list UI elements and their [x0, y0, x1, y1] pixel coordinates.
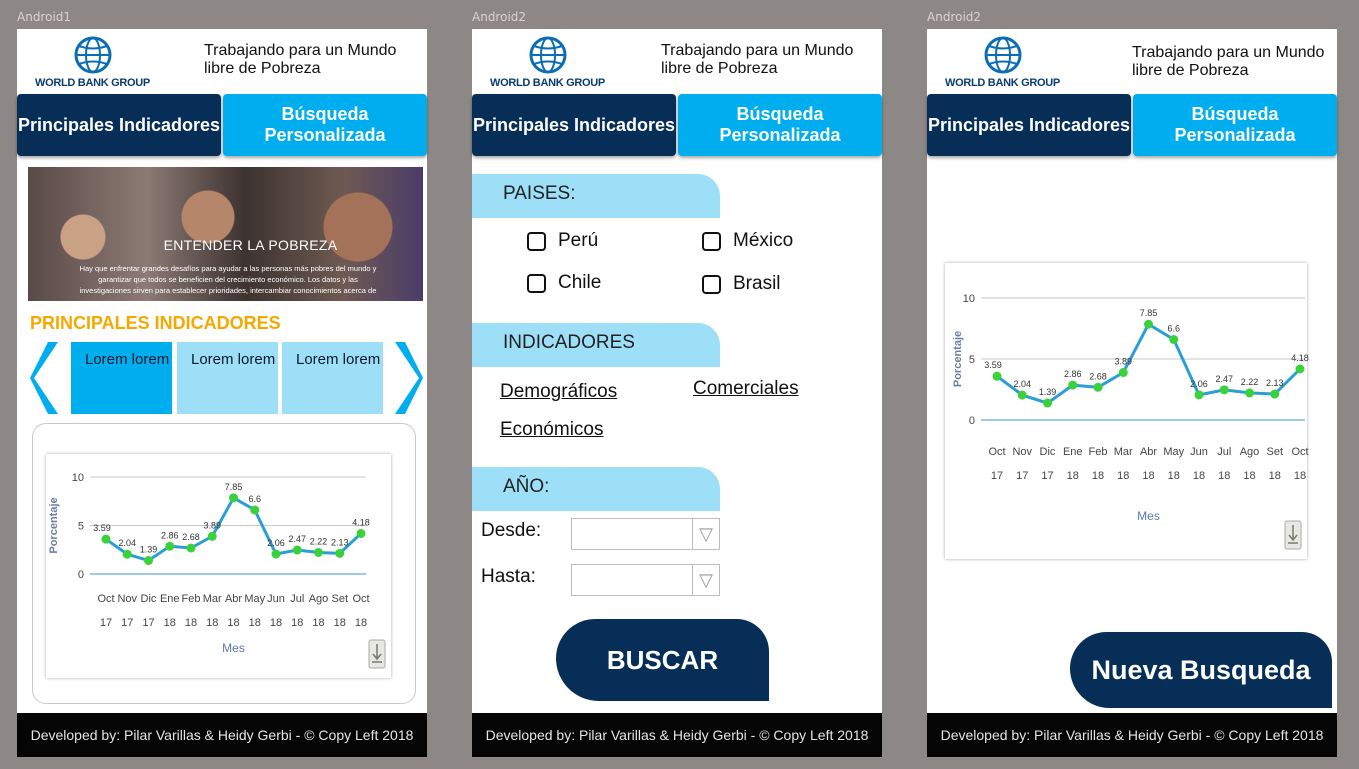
y-tick-label: 5: [968, 354, 975, 366]
data-point: [1270, 390, 1279, 399]
x-tick-label: Jun: [267, 593, 285, 605]
data-label: 2.13: [1265, 378, 1284, 389]
data-point: [293, 546, 302, 555]
x-tick-label: 18: [1218, 470, 1231, 482]
data-point: [165, 542, 174, 551]
checkbox-icon[interactable]: [527, 274, 546, 293]
globe-icon: [983, 35, 1023, 75]
data-label: 2.68: [182, 532, 200, 543]
data-label: 3.59: [984, 360, 1002, 371]
x-tick-label: 18: [269, 617, 283, 629]
buscar-button[interactable]: BUSCAR: [556, 619, 769, 701]
data-point: [1245, 388, 1254, 397]
y-tick-label: 0: [968, 415, 975, 427]
footer: Developed by: Pilar Varillas & Heidy Gerbi - © Copy Left 2018: [17, 713, 427, 757]
chevron-left-icon[interactable]: [30, 342, 60, 414]
chart-container: [32, 423, 416, 704]
x-tick-label: 18: [1117, 470, 1130, 482]
y-tick-label: 5: [77, 520, 84, 533]
data-label: 2.06: [267, 538, 285, 549]
data-point: [208, 532, 217, 541]
data-label: 7.85: [1139, 308, 1158, 319]
x-tick-label: 18: [1243, 470, 1256, 482]
data-label: 2.47: [1215, 373, 1234, 384]
logo-text: WORLD BANK GROUP: [490, 77, 605, 89]
logo-text: WORLD BANK GROUP: [945, 77, 1060, 89]
x-tick-label: Nov: [117, 593, 138, 605]
banner-body: Hay que enfrentar grandes desafíos para ayudar a las personas más pobres del mundo y garantizar que todos se beneficien del crecimiento económico. Los datos y las investigaciones sirven para establecer prioridades, intercambiar conocimientos acerca de: [79, 264, 377, 295]
x-tick-label: 17: [990, 470, 1004, 482]
tab-principales-indicadores[interactable]: Principales Indicadores: [927, 94, 1131, 156]
data-label: 3.89: [203, 520, 222, 531]
tab-busqueda-personalizada[interactable]: Búsqueda Personalizada: [678, 94, 882, 156]
world-bank-logo: [35, 35, 175, 91]
data-point: [1144, 320, 1153, 329]
data-label: 4.18: [352, 517, 370, 528]
paises-label: PAISES:: [472, 174, 720, 218]
x-tick-label: 17: [99, 617, 113, 629]
y-tick-label: 0: [77, 569, 84, 581]
x-tick-label: Jul: [1217, 446, 1232, 458]
x-tick-label: 18: [1091, 470, 1105, 482]
y-axis-label: Porcentaje: [48, 497, 60, 554]
data-point: [123, 550, 132, 559]
data-label: 2.22: [309, 536, 328, 547]
section-title: PRINCIPALES INDICADORES: [30, 313, 281, 333]
data-label: 1.39: [139, 544, 158, 555]
x-tick-label: Abr: [1139, 446, 1158, 458]
checkbox-label: Chile: [558, 272, 602, 293]
x-tick-label: 17: [1041, 470, 1054, 482]
tab-principales-indicadores[interactable]: Principales Indicadores: [472, 94, 676, 156]
data-point: [1018, 391, 1027, 400]
y-tick-label: 10: [71, 472, 84, 484]
tagline: Trabajando para un Mundo libre de Pobreza: [661, 42, 854, 77]
x-tick-label: Nov: [1012, 446, 1033, 458]
screen-android2-search: [472, 29, 882, 757]
chart-card: [46, 454, 391, 678]
nueva-busqueda-button[interactable]: Nueva Busqueda: [1070, 632, 1332, 708]
x-tick-label: Jun: [1190, 446, 1208, 458]
x-tick-label: 18: [354, 617, 368, 629]
checkbox-peru[interactable]: [527, 230, 598, 252]
data-point: [357, 529, 366, 538]
triangle-down-icon[interactable]: ▽: [692, 519, 719, 549]
anio-label: AÑO:: [472, 467, 720, 511]
data-label: 3.89: [1114, 356, 1133, 367]
data-label: 7.85: [224, 481, 243, 492]
x-tick-label: Dic: [140, 593, 157, 605]
checkbox-icon[interactable]: [527, 232, 546, 251]
x-tick-label: 18: [1066, 470, 1079, 482]
x-tick-label: Ago: [308, 593, 329, 605]
data-label: 2.86: [160, 530, 179, 541]
x-tick-label: 18: [1142, 470, 1155, 482]
line-chart: [46, 454, 391, 678]
data-label: 2.04: [1013, 379, 1032, 390]
logo-text: WORLD BANK GROUP: [35, 77, 150, 89]
data-point: [1043, 399, 1052, 408]
footer: Developed by: Pilar Varillas & Heidy Gerbi - © Copy Left 2018: [472, 713, 882, 757]
world-bank-logo: [945, 35, 1085, 91]
x-axis-label: Mes: [1137, 509, 1160, 523]
x-tick-label: 18: [291, 617, 304, 629]
hasta-select[interactable]: [571, 564, 720, 596]
app-header: [927, 29, 1337, 93]
x-tick-label: Oct: [352, 593, 370, 605]
x-tick-label: 17: [121, 617, 134, 629]
banner-title: ENTENDER LA POBREZA: [163, 237, 338, 253]
data-point: [314, 548, 323, 557]
tab-busqueda-personalizada[interactable]: Búsqueda Personalizada: [1133, 94, 1337, 156]
x-tick-label: Oct: [97, 593, 115, 605]
data-point: [1220, 385, 1229, 394]
data-label: 6.6: [1167, 323, 1181, 334]
data-label: 2.86: [1063, 369, 1082, 380]
poverty-banner[interactable]: [28, 167, 423, 301]
tab-busqueda-personalizada[interactable]: Búsqueda Personalizada: [223, 94, 427, 156]
x-tick-label: Set: [331, 593, 349, 605]
data-label: 2.47: [288, 534, 307, 545]
app-header: [17, 29, 427, 93]
checkbox-chile[interactable]: [527, 272, 601, 294]
x-tick-label: 18: [1293, 470, 1307, 482]
x-tick-label: 18: [227, 617, 240, 629]
link-economicos[interactable]: Económicos: [500, 419, 604, 440]
frame-label-android1: Android1: [17, 10, 72, 24]
data-label: 2.04: [118, 538, 137, 549]
x-tick-label: 17: [142, 617, 155, 629]
data-point: [1195, 390, 1204, 399]
checkbox-label: Brasil: [733, 273, 781, 294]
data-label: 6.6: [248, 493, 262, 504]
link-demograficos[interactable]: Demográficos: [500, 381, 618, 402]
x-tick-label: May: [244, 593, 266, 605]
x-tick-label: 18: [312, 617, 325, 629]
x-tick-label: May: [1163, 446, 1185, 458]
checkbox-label: Perú: [558, 230, 599, 251]
x-tick-label: Dic: [1039, 446, 1056, 458]
data-point: [335, 549, 344, 558]
data-point: [144, 556, 153, 565]
x-tick-label: 18: [1268, 470, 1281, 482]
footer: Developed by: Pilar Varillas & Heidy Gerbi - © Copy Left 2018: [927, 713, 1337, 757]
x-tick-label: 18: [1192, 470, 1206, 482]
data-label: 1.39: [1038, 387, 1057, 398]
data-point: [1169, 335, 1178, 344]
x-axis-label: Mes: [222, 641, 245, 655]
data-label: 2.13: [330, 537, 349, 548]
x-tick-label: 18: [184, 617, 198, 629]
checkbox-mexico[interactable]: [702, 230, 793, 252]
world-bank-logo: [490, 35, 630, 91]
checkbox-label: México: [733, 230, 794, 251]
data-point: [1094, 383, 1103, 392]
globe-icon: [528, 35, 568, 75]
x-tick-label: Abr: [224, 593, 243, 605]
download-icon[interactable]: [1285, 521, 1301, 549]
data-point: [250, 505, 259, 514]
data-point: [1068, 381, 1077, 390]
carousel-card[interactable]: Lorem lorem: [177, 342, 278, 414]
x-tick-label: Mar: [1113, 446, 1133, 458]
download-icon[interactable]: [369, 640, 385, 668]
app-header: [472, 29, 882, 93]
x-tick-label: 17: [1016, 470, 1029, 482]
x-tick-label: Jul: [290, 593, 305, 605]
data-point: [187, 544, 196, 553]
x-tick-label: 18: [206, 617, 219, 629]
tab-principales-indicadores[interactable]: Principales Indicadores: [17, 94, 221, 156]
indicadores-label: INDICADORES: [472, 323, 720, 367]
x-tick-label: 18: [1167, 470, 1180, 482]
data-label: 3.59: [93, 523, 111, 534]
desde-label: Desde:: [481, 520, 542, 541]
hasta-label: Hasta:: [481, 566, 536, 587]
screen-android2-results: [927, 29, 1337, 757]
data-label: 4.18: [1291, 353, 1309, 364]
data-label: 2.22: [1240, 376, 1259, 387]
data-point: [229, 493, 238, 502]
x-tick-label: Feb: [181, 593, 201, 605]
x-tick-label: Set: [1266, 446, 1284, 458]
checkbox-icon[interactable]: [702, 232, 721, 251]
x-tick-label: Mar: [202, 593, 222, 605]
frame-label-android2: Android2: [927, 10, 982, 24]
checkbox-brasil[interactable]: [702, 273, 781, 295]
x-tick-label: Oct: [1291, 446, 1309, 458]
data-point: [102, 535, 111, 544]
data-point: [1119, 368, 1128, 377]
tagline: Trabajando para un Mundo libre de Pobreza: [204, 42, 397, 77]
x-tick-label: Oct: [988, 446, 1006, 458]
data-point: [993, 372, 1002, 381]
desde-select[interactable]: [571, 518, 720, 550]
x-tick-label: Ene: [1062, 446, 1083, 458]
line-chart: [945, 263, 1307, 559]
chart-card: [945, 263, 1307, 559]
data-label: 2.68: [1089, 371, 1107, 382]
x-tick-label: 18: [248, 617, 261, 629]
tagline: Trabajando para un Mundo libre de Pobreza: [1132, 44, 1325, 79]
data-point: [1296, 365, 1305, 374]
link-comerciales[interactable]: Comerciales: [693, 378, 799, 399]
data-point: [272, 550, 281, 559]
x-tick-label: Feb: [1088, 446, 1108, 458]
globe-icon: [73, 35, 113, 75]
x-tick-label: Ago: [1239, 446, 1260, 458]
carousel-card[interactable]: Lorem lorem: [282, 342, 383, 414]
x-tick-label: Ene: [159, 593, 180, 605]
screen-android1: [17, 29, 427, 757]
x-tick-label: 18: [333, 617, 346, 629]
y-tick-label: 10: [962, 293, 975, 305]
frame-label-android2: Android2: [472, 10, 527, 24]
chevron-right-icon[interactable]: [393, 342, 423, 414]
y-axis-label: Porcentaje: [952, 330, 964, 388]
x-tick-label: 18: [163, 617, 176, 629]
checkbox-icon[interactable]: [702, 275, 721, 294]
data-label: 2.06: [1190, 378, 1208, 389]
carousel-card[interactable]: Lorem lorem: [71, 342, 172, 414]
triangle-down-icon[interactable]: ▽: [692, 565, 719, 595]
